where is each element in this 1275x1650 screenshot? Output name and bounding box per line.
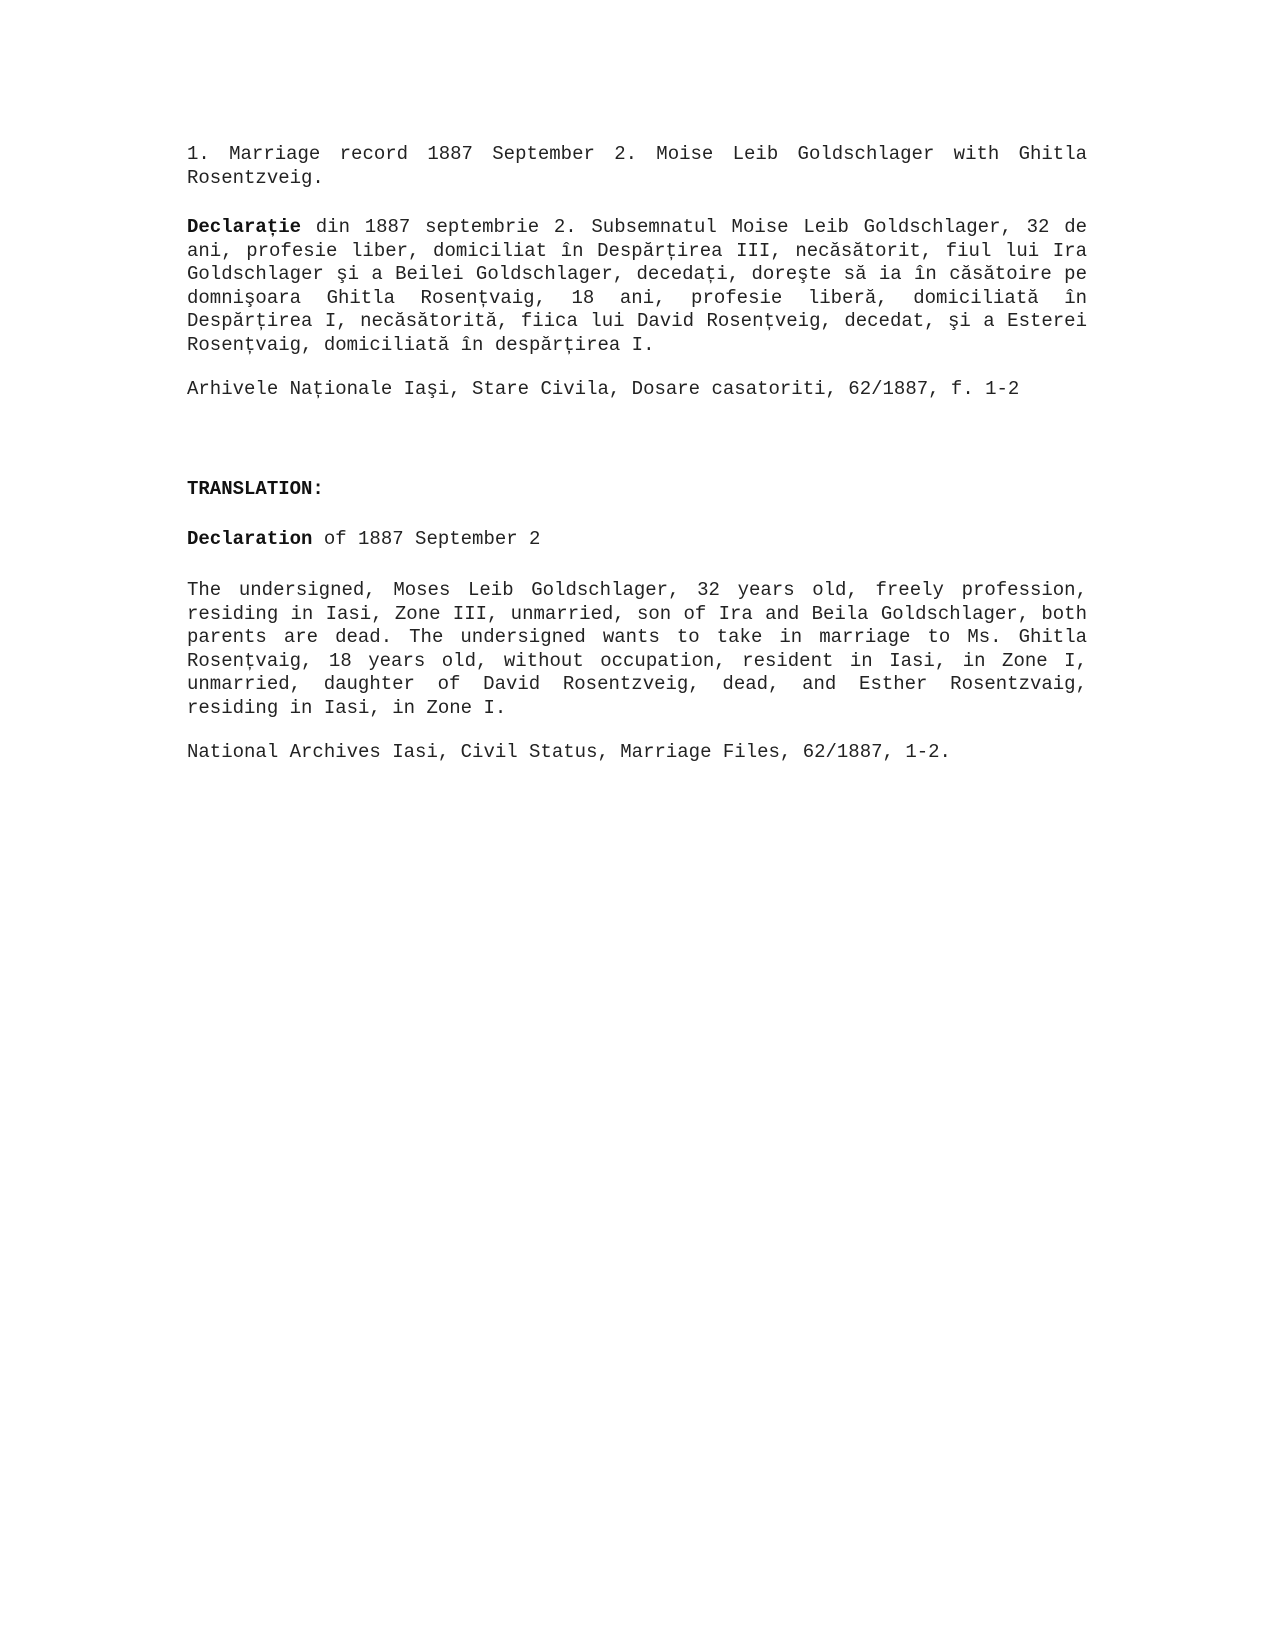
original-declaration-paragraph [187, 216, 1087, 358]
translation-declaration-line [187, 528, 1087, 552]
original-declaration-text: din 1887 septembrie 2. Subsemnatul Moise Leib Goldschlager, 32 de ani, profesie liber, domiciliat în Despărțirea III, necăsătorit, fiul lui Ira Goldschlager şi a Beilei Goldschlager, decedați, doreşte să ia în căsătoire pe domnişoara Ghitla Rosențvaig, 18 ani, profesie liberă, domiciliată în Despărțirea I, necăsătorită, fiica lui David Rosențveig, decedat, şi a Esterei Rosențvaig, domiciliată în despărțirea I. [187, 216, 1087, 356]
translation-source-citation: National Archives Iasi, Civil Status, Marriage Files, 62/1887, 1-2. [187, 741, 951, 763]
original-source-citation: Arhivele Naționale Iaşi, Stare Civila, Dosare casatoriti, 62/1887, f. 1-2 [187, 378, 1020, 400]
original-declaration-label: Declarație [187, 216, 302, 238]
translation-declaration-label: Declaration [187, 528, 313, 550]
translation-body-paragraph: The undersigned, Moses Leib Goldschlager, 32 years old, freely profession, residing in Iasi, Zone III, unmarried, son of Ira and Beila Goldschlager, both parents are dead. The undersigned wants to take in marriage to Ms. Ghitla Rosențvaig, 18 years old, without occupation, resident in Iasi, in Zone I, unmarried, daughter of David Rosentzveig, dead, and Esther Rosentzvaig, residing in Iasi, in Zone I. [187, 579, 1087, 719]
translation-declaration-date: of 1887 September 2 [312, 528, 541, 550]
translation-heading: TRANSLATION: [187, 478, 324, 500]
record-heading: 1. Marriage record 1887 September 2. Moise Leib Goldschlager with Ghitla Rosentzveig. [187, 143, 1087, 189]
